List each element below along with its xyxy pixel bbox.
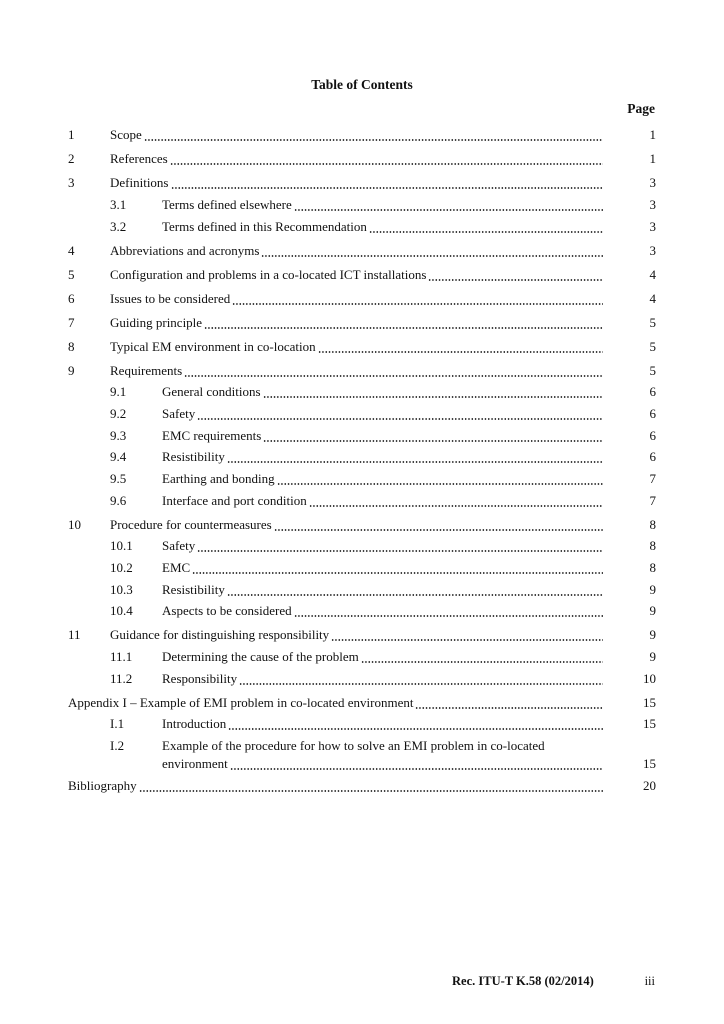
dot-leader bbox=[274, 516, 603, 534]
toc-entry[interactable] bbox=[68, 626, 656, 648]
toc-entry[interactable] bbox=[68, 405, 656, 427]
toc-entry-title: Responsibility bbox=[162, 670, 238, 686]
toc-entry[interactable] bbox=[68, 470, 656, 492]
dot-leader bbox=[261, 242, 603, 260]
toc-entry[interactable] bbox=[68, 694, 656, 716]
toc-entry-title: EMC requirements bbox=[162, 427, 262, 443]
toc-entry[interactable] bbox=[68, 314, 656, 336]
toc-entry[interactable] bbox=[68, 290, 656, 312]
toc-entry-number: 9 bbox=[68, 362, 75, 378]
dot-leader bbox=[294, 196, 603, 214]
toc-entry-number: I.1 bbox=[110, 716, 125, 732]
toc-entry-number: 6 bbox=[68, 290, 75, 306]
toc-entry[interactable] bbox=[68, 126, 656, 148]
toc-entry-page: 3 bbox=[649, 175, 656, 191]
toc-entry-page: 4 bbox=[649, 290, 656, 306]
dot-leader bbox=[192, 559, 603, 577]
dot-leader bbox=[263, 383, 603, 401]
toc-entry-page: 3 bbox=[649, 196, 656, 212]
toc-entry-number: 10.4 bbox=[110, 603, 133, 619]
toc-entry-title: Appendix I – Example of EMI problem in co-located environment bbox=[68, 694, 414, 710]
toc-entry-title: Typical EM environment in co-location bbox=[110, 338, 316, 354]
toc-entry-title: Resistibility bbox=[162, 449, 225, 465]
dot-leader bbox=[228, 715, 603, 733]
toc-entry[interactable] bbox=[68, 581, 656, 603]
dot-leader bbox=[369, 218, 603, 236]
toc-title: Table of Contents bbox=[311, 77, 413, 92]
dot-leader bbox=[428, 266, 603, 284]
toc-entry-title: Requirements bbox=[110, 362, 183, 378]
footer-doc-id: Rec. ITU-T K.58 (02/2014) bbox=[452, 974, 594, 988]
toc-entry-page: 3 bbox=[649, 242, 656, 258]
toc-entry[interactable] bbox=[68, 266, 656, 288]
dot-leader bbox=[184, 362, 603, 380]
toc-entry-page: 9 bbox=[649, 649, 656, 665]
page-column-header: Page bbox=[627, 101, 655, 116]
toc-entry-number: 1 bbox=[68, 127, 75, 143]
toc-entry-number: 10.3 bbox=[110, 581, 133, 597]
toc-entry-title: Aspects to be considered bbox=[162, 603, 292, 619]
toc-entry-title: Resistibility bbox=[162, 581, 225, 597]
toc-entry-number: 9.4 bbox=[110, 449, 127, 465]
toc-entry-page: 8 bbox=[649, 538, 656, 554]
toc-entry-number: 5 bbox=[68, 266, 75, 282]
toc-entry-page: 3 bbox=[649, 218, 656, 234]
toc-entry[interactable] bbox=[68, 602, 656, 624]
toc-entry-page: 8 bbox=[649, 516, 656, 532]
toc-entry-title: Earthing and bonding bbox=[162, 470, 275, 486]
toc-entry-number: 9.1 bbox=[110, 384, 127, 400]
toc-entry-page: 7 bbox=[649, 492, 656, 508]
dot-leader bbox=[361, 648, 603, 666]
toc-entry[interactable] bbox=[68, 427, 656, 449]
toc-entry-page: 9 bbox=[649, 627, 656, 643]
toc-entry-page: 5 bbox=[649, 362, 656, 378]
toc-entry-page: 6 bbox=[649, 427, 656, 443]
toc-entry-page: 10 bbox=[643, 670, 656, 686]
toc-entry-title: Safety bbox=[162, 405, 196, 421]
toc-entry[interactable] bbox=[68, 537, 656, 559]
dot-leader bbox=[318, 338, 603, 356]
dot-leader bbox=[230, 755, 603, 773]
toc-entry-number: 11.1 bbox=[110, 649, 133, 665]
dot-leader bbox=[204, 314, 603, 332]
toc-entry-title: References bbox=[110, 151, 168, 167]
toc-entry-title: Terms defined in this Recommendation bbox=[162, 218, 367, 234]
toc-entry[interactable] bbox=[68, 492, 656, 514]
toc-entry[interactable] bbox=[68, 150, 656, 172]
toc-entry[interactable] bbox=[68, 242, 656, 264]
toc-entry-page: 9 bbox=[649, 603, 656, 619]
toc-entry-number: 11 bbox=[68, 627, 81, 643]
toc-entry-title: Scope bbox=[110, 127, 142, 143]
toc-entry-page: 6 bbox=[649, 449, 656, 465]
toc-entry[interactable] bbox=[68, 448, 656, 470]
toc-entry-title: Definitions bbox=[110, 175, 169, 191]
toc-entry-page: 20 bbox=[643, 778, 656, 794]
toc-entry-number: 11.2 bbox=[110, 670, 133, 686]
toc-entry-title-cont: environment bbox=[162, 756, 228, 772]
toc-entry-number: 10.1 bbox=[110, 538, 133, 554]
toc-entry-page: 1 bbox=[649, 127, 656, 143]
dot-leader bbox=[139, 777, 603, 795]
dot-leader bbox=[144, 126, 603, 144]
toc-entry-number: 4 bbox=[68, 242, 75, 258]
toc-entry-number: 9.6 bbox=[110, 492, 127, 508]
toc-entry-page: 15 bbox=[643, 716, 656, 732]
toc-entry-title: EMC bbox=[162, 560, 191, 576]
toc-entry[interactable] bbox=[68, 648, 656, 670]
toc-entry-number: 10 bbox=[68, 516, 81, 532]
toc-entry-title: Determining the cause of the problem bbox=[162, 649, 359, 665]
toc-entry-title: Guiding principle bbox=[110, 314, 203, 330]
dot-leader bbox=[239, 670, 603, 688]
toc-entry-title: Introduction bbox=[162, 716, 227, 732]
toc-entry-title: Example of the procedure for how to solve an EMI problem in co-located bbox=[162, 738, 545, 754]
toc-entry[interactable] bbox=[68, 516, 656, 538]
toc-entry-page: 7 bbox=[649, 470, 656, 486]
toc-entry-number: 8 bbox=[68, 338, 75, 354]
toc-entry-number: 2 bbox=[68, 151, 75, 167]
toc-entry-number: I.2 bbox=[110, 738, 125, 754]
toc-entry[interactable] bbox=[68, 383, 656, 405]
dot-leader bbox=[227, 581, 603, 599]
dot-leader bbox=[227, 448, 603, 466]
toc-entry[interactable] bbox=[68, 559, 656, 581]
toc-entry-title: Configuration and problems in a co-located ICT installations bbox=[110, 266, 427, 282]
dot-leader bbox=[197, 405, 603, 423]
toc-entry[interactable] bbox=[68, 174, 656, 196]
toc-entry-title: General conditions bbox=[162, 384, 261, 400]
toc-entry-number: 10.2 bbox=[110, 560, 133, 576]
footer-page-number: iii bbox=[644, 974, 655, 988]
toc-entry[interactable] bbox=[68, 196, 656, 218]
toc-entry-title: Safety bbox=[162, 538, 196, 554]
toc-entry-page: 6 bbox=[649, 405, 656, 421]
toc-entry-number: 7 bbox=[68, 314, 75, 330]
dot-leader bbox=[263, 427, 603, 445]
toc-entry-page: 15 bbox=[643, 694, 656, 710]
toc-entry-title: Procedure for countermeasures bbox=[110, 516, 272, 532]
toc-entry-title: Terms defined elsewhere bbox=[162, 196, 292, 212]
toc-entry[interactable] bbox=[68, 737, 656, 775]
toc-entry-title: Guidance for distinguishing responsibility bbox=[110, 627, 330, 643]
toc-entry-page: 6 bbox=[649, 384, 656, 400]
toc-entry-number: 3 bbox=[68, 175, 75, 191]
toc-entry-page: 5 bbox=[649, 314, 656, 330]
toc-entry-page: 15 bbox=[643, 756, 656, 772]
dot-leader bbox=[170, 150, 603, 168]
dot-leader bbox=[415, 694, 603, 712]
dot-leader bbox=[197, 537, 603, 555]
toc-entry-title: Interface and port condition bbox=[162, 492, 307, 508]
toc-entry-number: 9.5 bbox=[110, 470, 127, 486]
dot-leader bbox=[171, 174, 604, 192]
toc-entry-page: 4 bbox=[649, 266, 656, 282]
toc-entry[interactable] bbox=[68, 777, 656, 799]
toc-entry-number: 9.2 bbox=[110, 405, 127, 421]
toc-entry-title: Bibliography bbox=[68, 778, 137, 794]
toc-entry-title: Issues to be considered bbox=[110, 290, 231, 306]
toc-entry[interactable] bbox=[68, 715, 656, 737]
dot-leader bbox=[331, 626, 603, 644]
table-of-contents bbox=[68, 124, 656, 799]
toc-entry[interactable] bbox=[68, 670, 656, 692]
dot-leader bbox=[232, 290, 603, 308]
dot-leader bbox=[294, 602, 603, 620]
toc-entry[interactable] bbox=[68, 338, 656, 360]
toc-entry-title: Abbreviations and acronyms bbox=[110, 242, 260, 258]
toc-entry-page: 9 bbox=[649, 581, 656, 597]
toc-entry-page: 8 bbox=[649, 560, 656, 576]
toc-entry-page: 5 bbox=[649, 338, 656, 354]
toc-entry-number: 9.3 bbox=[110, 427, 127, 443]
toc-entry-page: 1 bbox=[649, 151, 656, 167]
toc-entry-number: 3.1 bbox=[110, 196, 127, 212]
dot-leader bbox=[309, 492, 603, 510]
toc-entry[interactable] bbox=[68, 362, 656, 384]
toc-entry-number: 3.2 bbox=[110, 218, 127, 234]
dot-leader bbox=[277, 470, 603, 488]
toc-entry[interactable] bbox=[68, 218, 656, 240]
